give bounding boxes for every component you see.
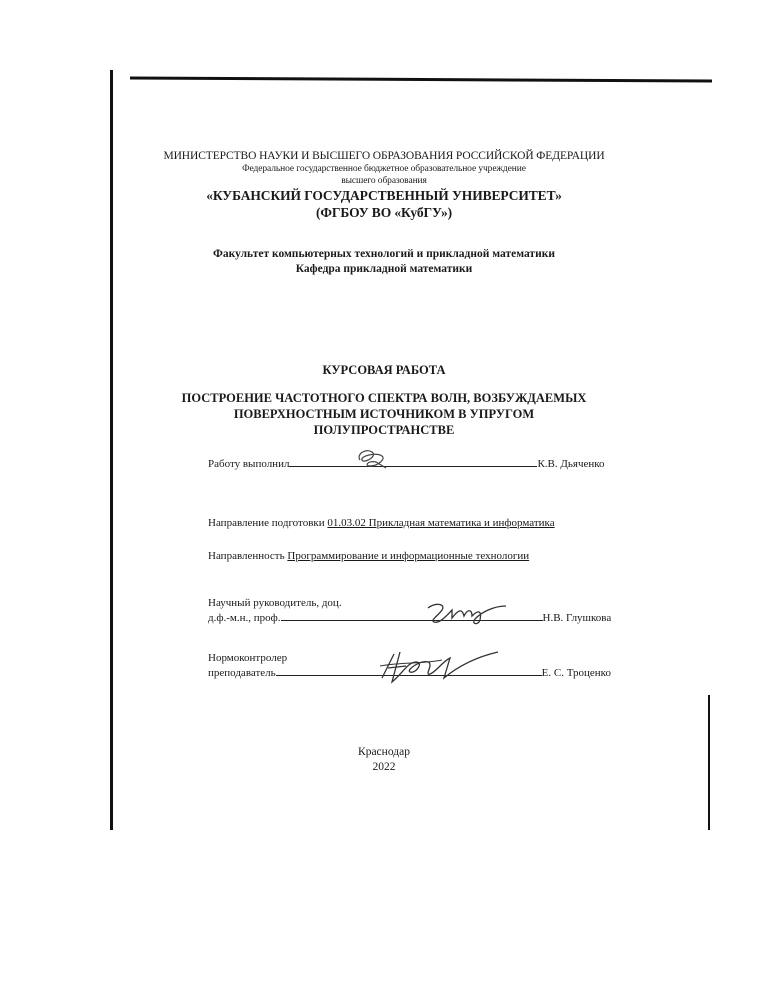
header-block (0, 150, 768, 221)
faculty-name: Факультет компьютерных технологий и прикладной математики (213, 248, 555, 260)
work-type: КУРСОВАЯ РАБОТА (322, 363, 446, 377)
title-line-2: ПОВЕРХНОСТНЫМ ИСТОЧНИКОМ В УПРУГОМ (233, 407, 535, 421)
author-name: К.В. Дьяченко (537, 458, 605, 470)
faculty-block (0, 247, 768, 277)
direction-label: Направление подготовки (208, 517, 325, 529)
normcontrol-signature (372, 648, 502, 688)
normcontrol-label-line1: Нормоконтролер (208, 652, 288, 664)
supervisor-label-line2: д.ф.-м.н., проф. (208, 612, 281, 624)
author-row (208, 458, 605, 471)
university-abbreviation: (ФГБОУ ВО «КубГУ») (315, 205, 453, 220)
institution-type-line2: высшего образования (341, 176, 427, 186)
direction-value: 01.03.02 Прикладная математика и информатика (327, 517, 555, 529)
author-signature (352, 446, 392, 472)
focus-value: Программирование и информационные технологии (287, 550, 530, 562)
work-title (0, 390, 768, 438)
department-name: Кафедра прикладной математики (295, 263, 473, 275)
footer-block (0, 745, 768, 775)
author-signature-line (289, 465, 537, 467)
normcontrol-label-line2: преподаватель (208, 667, 276, 679)
city: Краснодар (358, 746, 410, 758)
ministry-line: МИНИСТЕРСТВО НАУКИ И ВЫСШЕГО ОБРАЗОВАНИЯ РОССИЙСКОЙ ФЕДЕРАЦИИ (163, 150, 605, 162)
supervisor-signature (422, 598, 508, 628)
author-label: Работу выполнил (208, 458, 290, 470)
direction-row (208, 517, 555, 530)
scan-top-border (130, 76, 712, 82)
normcontrol-name: Е. С. Троценко (541, 667, 611, 679)
title-line-3: ПОЛУПРОСТРАНСТВЕ (313, 423, 455, 437)
institution-type-line1: Федеральное государственное бюджетное образовательное учреждение (242, 164, 526, 174)
focus-label: Направленность (208, 550, 285, 562)
year: 2022 (372, 761, 396, 773)
title-line-1: ПОСТРОЕНИЕ ЧАСТОТНОГО СПЕКТРА ВОЛН, ВОЗБУЖДАЕМЫХ (181, 391, 587, 405)
university-name: «КУБАНСКИЙ ГОСУДАРСТВЕННЫЙ УНИВЕРСИТЕТ» (206, 188, 562, 203)
supervisor-label-line1: Научный руководитель, доц. (208, 597, 342, 609)
supervisor-name: Н.В. Глушкова (542, 612, 612, 624)
supervisor-row (208, 612, 611, 625)
focus-row (208, 550, 529, 563)
